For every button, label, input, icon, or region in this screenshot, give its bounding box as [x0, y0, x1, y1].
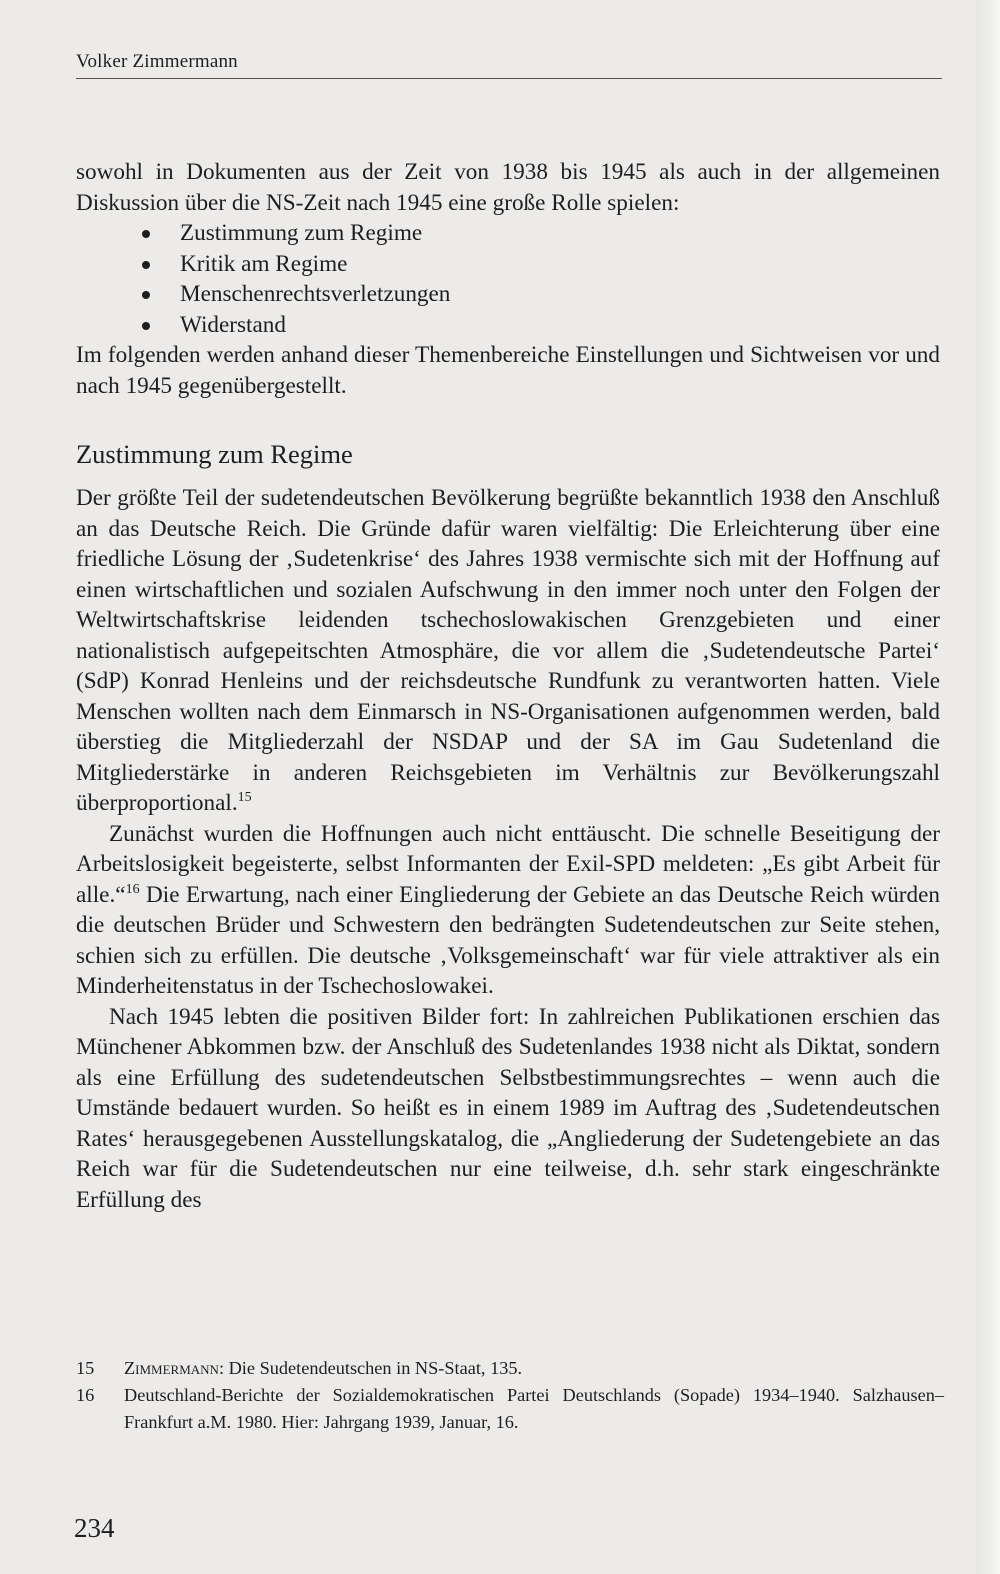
list-item: Widerstand — [76, 310, 940, 341]
paragraph-2: Zunächst wurden die Hoffnungen auch nicht enttäuscht. Die schnelle Beseitigung der Arbeitslosigkeit begeisterte, selbst Informanten der Exil-SPD meldeten: „Es gibt Arbeit für alle.“$^{16}$ Die Erwartung, nach einer Eingliederung der Gebiete an das Deutsche Reich würden die deutschen Brüder und Schwestern den bedrängten Sudetendeutschen zur Seite stehen, schien sich zu erfüllen. Die deutsche ‚Volksgemeinschaft‘ war für viele attraktiver als ein Minderheitenstatus in der Tschechoslowakei. — [76, 820, 940, 999]
list-item: Menschenrechtsverletzungen — [76, 279, 940, 310]
intro-paragraph: sowohl in Dokumenten aus der Zeit von 1938 bis 1945 als auch in der allgemeinen Diskussion über die NS-Zeit nach 1945 eine große Rolle spielen: — [76, 159, 940, 216]
footnote-number: 15 — [76, 1358, 95, 1378]
footnote-15: 15 Zimmermann: Die Sudetendeutschen in NS-Staat, 135. — [76, 1355, 944, 1382]
paragraph-1: Der größte Teil der sudetendeutschen Bevölkerung begrüßte bekanntlich 1938 den Anschluß an das Deutsche Reich. Die Gründe dafür waren vielfältig: Die Erleichterung über eine friedliche Lösung der ‚Sudetenkrise‘ des Jahres 1938 vermischte sich mit der Hoffnung auf einen wirtschaftlichen und sozialen Aufschwung in den immer noch unter den Folgen der Weltwirtschaftskrise leidenden tschechoslowakischen Grenzgebieten und einer nationalistisch aufgepeitschten Atmosphäre, die vor allem die ‚Sudetendeutsche Partei‘ (SdP) Konrad Henleins und der reichsdeutsche Rundfunk zu verantworten hatten. Viele Menschen wollten nach dem Einmarsch in NS-Organisationen aufgenommen werden, bald überstieg die Mitgliederzahl der NSDAP und der SA im Gau Sudetenland die Mitgliederstärke in anderen Reichsgebieten im Verhältnis zur Bevölkerungszahl überproportional.$^{15}$ — [76, 485, 940, 816]
section-heading: Zustimmung zum Regime — [76, 439, 353, 469]
footnote-16: 16 Deutschland-Berichte der Sozialdemokratischen Partei Deutschlands (Sopade) 1934–1940. Salzhausen–Frankfurt a.M. 1980. Hier: Jahrgang 1939, Januar, 16. — [76, 1382, 944, 1436]
footnotes — [76, 1355, 944, 1436]
footnote-author: Zimmermann — [124, 1358, 219, 1378]
footnote-ref-15[interactable]: 15 — [237, 790, 252, 805]
running-head: Volker Zimmermann — [76, 50, 942, 79]
page-number: 234 — [74, 1513, 115, 1543]
list-item: Kritik am Regime — [76, 249, 940, 280]
bullet-icon — [142, 291, 150, 299]
bullet-icon — [142, 261, 150, 269]
bullet-icon — [142, 230, 150, 238]
paragraph-3: Nach 1945 lebten die positiven Bilder fort: In zahlreichen Publikationen erschien das Münchener Abkommen bzw. der Anschluß des Sudetenlandes 1938 nicht als Diktat, sondern als eine Erfüllung des sudetendeutschen Selbstbestimmungsrechtes – wenn auch die Umstände bedauert wurden. So heißt es in einem 1989 im Auftrag des ‚Sudetendeutschen Rates‘ herausgegebenen Ausstellungskatalog, die „Angliederung der Sudetengebiete an das Reich war für die Sudetendeutschen nur eine teilweise, d.h. sehr stark eingeschränkte Erfüllung des — [76, 1003, 940, 1213]
bullet-icon — [142, 322, 150, 330]
intro-after-paragraph: Im folgenden werden anhand dieser Themenbereiche Einstellungen und Sichtweisen vor und nach 1945 gegenübergestellt. — [76, 342, 940, 399]
list-item: Zustimmung zum Regime — [76, 218, 940, 249]
footnote-ref-16[interactable]: 16 — [125, 881, 140, 897]
footnote-number: 16 — [76, 1385, 95, 1405]
page-edge — [976, 0, 1000, 1574]
theme-list — [76, 218, 940, 340]
main-text — [76, 157, 940, 1215]
